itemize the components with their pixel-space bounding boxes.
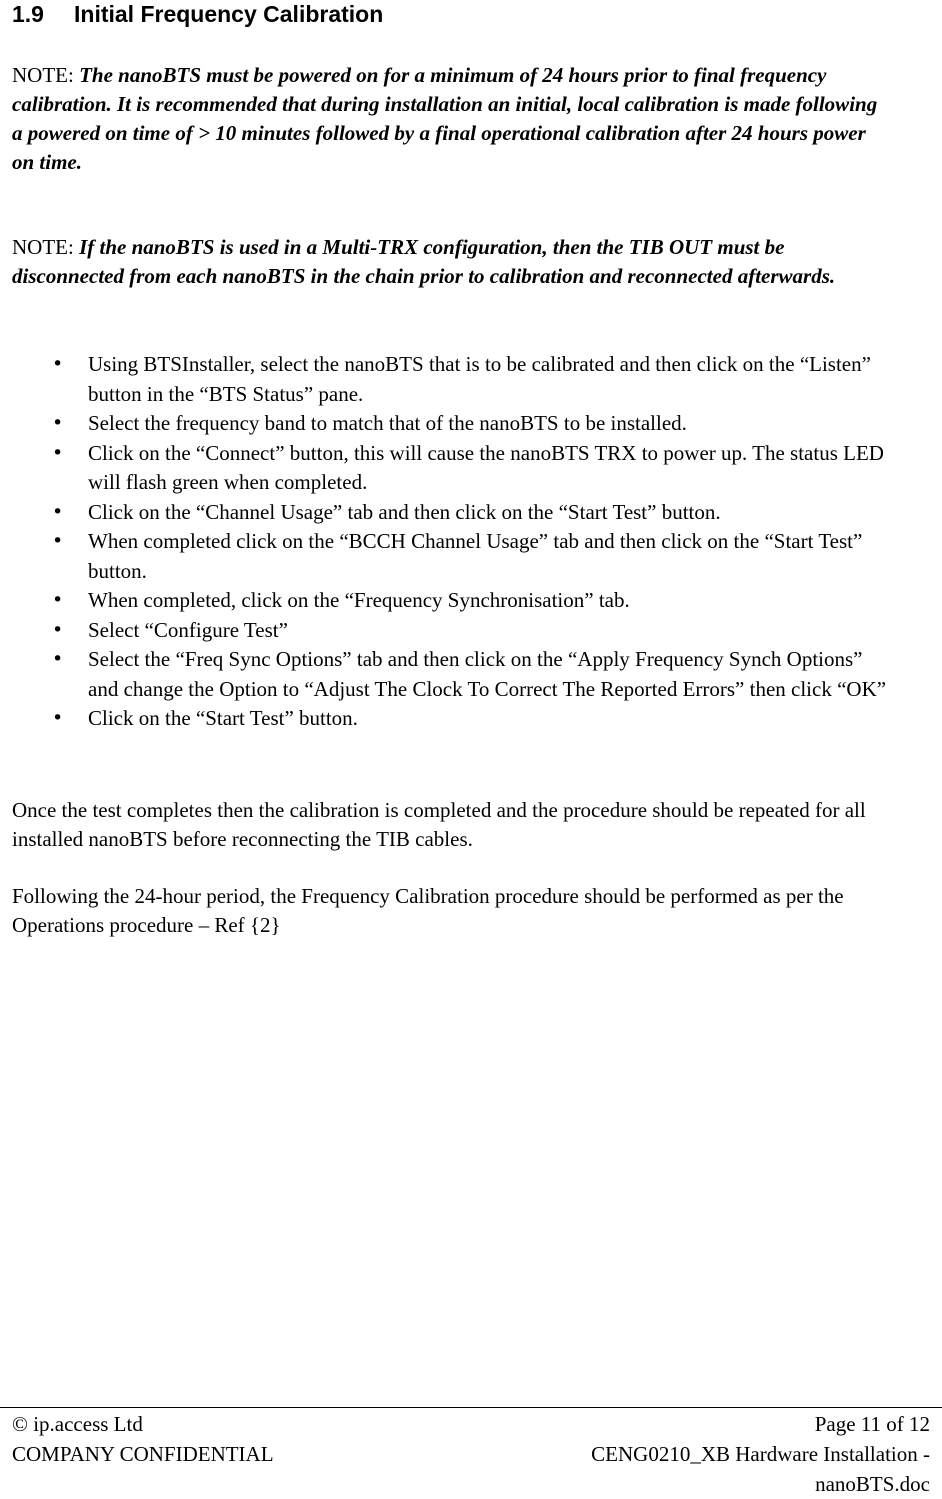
footer-copyright: © ip.access Ltd [12,1412,143,1436]
section-number: 1.9 [12,1,44,27]
footer-divider [0,1407,942,1408]
section-title: Initial Frequency Calibration [74,1,384,27]
footer-confidentiality: COMPANY CONFIDENTIAL [12,1442,274,1466]
list-item: • Select “Configure Test” [12,616,892,646]
list-item: • Using BTSInstaller, select the nanoBTS that is to be calibrated and then click on the “Listen” button in the “BTS Status” pane. [12,350,892,409]
section-heading [12,0,383,28]
paragraph-followup: Following the 24-hour period, the Frequency Calibration procedure should be performed as per the Operations procedure – Ref {2} [12,884,844,937]
list-item: • When completed click on the “BCCH Channel Usage” tab and then click on the “Start Test” button. [12,527,892,586]
footer-right [490,1409,930,1499]
footer-document-filename: nanoBTS.doc [815,1472,930,1496]
note-label: NOTE: [12,63,80,87]
list-item: • Click on the “Connect” button, this will cause the nanoBTS TRX to power up. The status LED will flash green when completed. [12,439,892,498]
note-label: NOTE: [12,235,80,259]
list-item: • Select the frequency band to match that of the nanoBTS to be installed. [12,409,892,439]
note-text: The nanoBTS must be powered on for a minimum of 24 hours prior to final frequency calibration. It is recommended that during installation an initial, local calibration is made following a powered on time of > 10 minutes followed by a final operational calibration after 24 hours power on time. [12,63,878,174]
note-power-on [12,61,892,177]
paragraph-completion: Once the test completes then the calibration is completed and the procedure should be repeated for all installed nanoBTS before reconnecting the TIB cables. [12,798,866,851]
list-item: • Select the “Freq Sync Options” tab and then click on the “Apply Frequency Synch Options” and change the Option to “Adjust The Clock To Correct The Reported Errors” then click “OK” [12,645,892,704]
list-item: • When completed, click on the “Frequency Synchronisation” tab. [12,586,892,616]
list-item: • Click on the “Channel Usage” tab and then click on the “Start Test” button. [12,498,892,528]
note-multi-trx [12,233,892,291]
footer-page-number: Page 11 of 12 [814,1412,930,1436]
footer-left [12,1409,274,1469]
footer-document-title: CENG0210_XB Hardware Installation - [591,1442,930,1466]
list-item: • Click on the “Start Test” button. [12,704,892,734]
note-text: If the nanoBTS is used in a Multi-TRX configuration, then the TIB OUT must be disconnected from each nanoBTS in the chain prior to calibration and reconnected afterwards. [12,235,836,288]
calibration-steps-list [12,350,892,734]
